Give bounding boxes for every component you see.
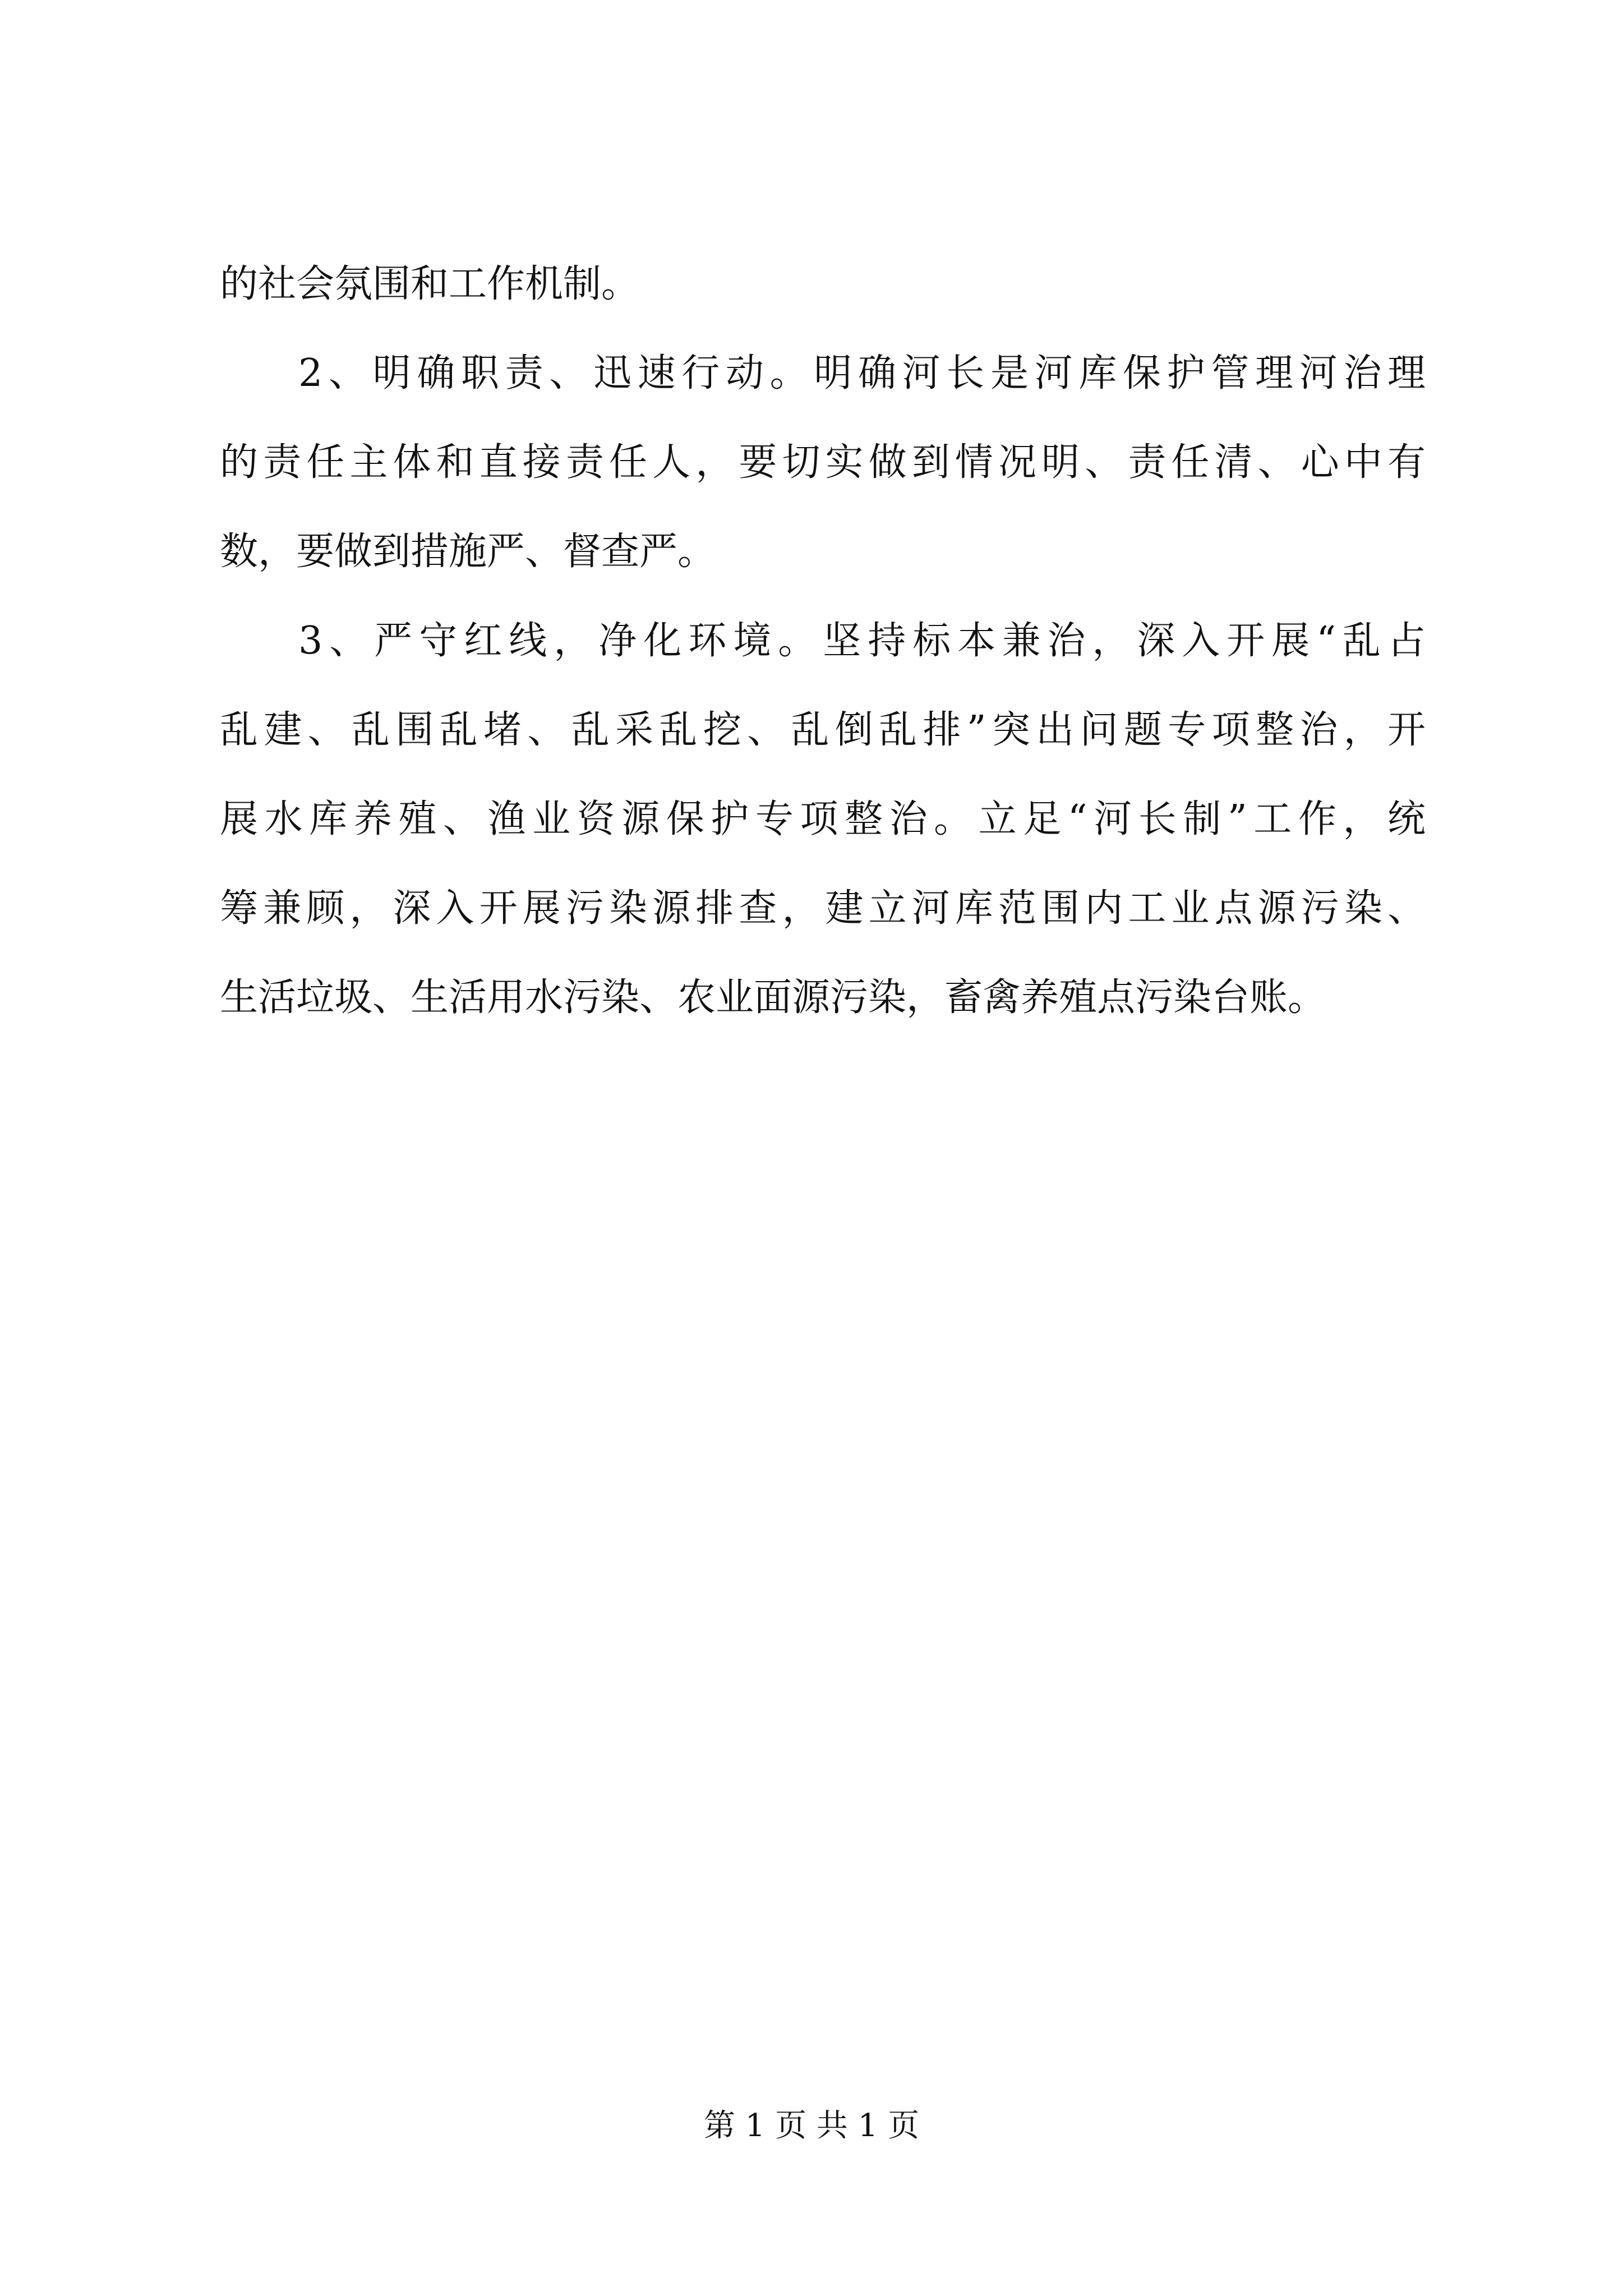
body-text	[220, 263, 1426, 1065]
paragraph-3-line-3: 展水库养殖、渔业资源保护专项整治。立足“河长制”工作，统	[220, 797, 1426, 841]
paragraph-2-line-3: 数，要做到措施严、督查严。	[220, 530, 716, 574]
paragraph-2-line-2: 的责任主体和直接责任人，要切实做到情况明、责任清、心中有	[220, 440, 1426, 485]
page-footer: 第 1 页 共 1 页	[703, 2108, 920, 2144]
paragraph-2-line-1: 2、明确职责、迅速行动。明确河长是河库保护管理河治理	[298, 351, 1426, 395]
paragraph-3-line-2: 乱建、乱围乱堵、乱采乱挖、乱倒乱排”突出问题专项整治，开	[220, 708, 1426, 752]
paragraph-3-line-4: 筹兼顾，深入开展污染源排查，建立河库范围内工业点源污染、	[220, 886, 1426, 931]
paragraph-3-line-5: 生活垃圾、生活用水污染、农业面源污染，畜禽养殖点污染台账。	[220, 976, 1326, 1020]
paragraph-3-line-1: 3、严守红线，净化环境。坚持标本兼治，深入开展“乱占	[298, 619, 1426, 663]
paragraph-1-line-1: 的社会氛围和工作机制。	[220, 262, 640, 306]
